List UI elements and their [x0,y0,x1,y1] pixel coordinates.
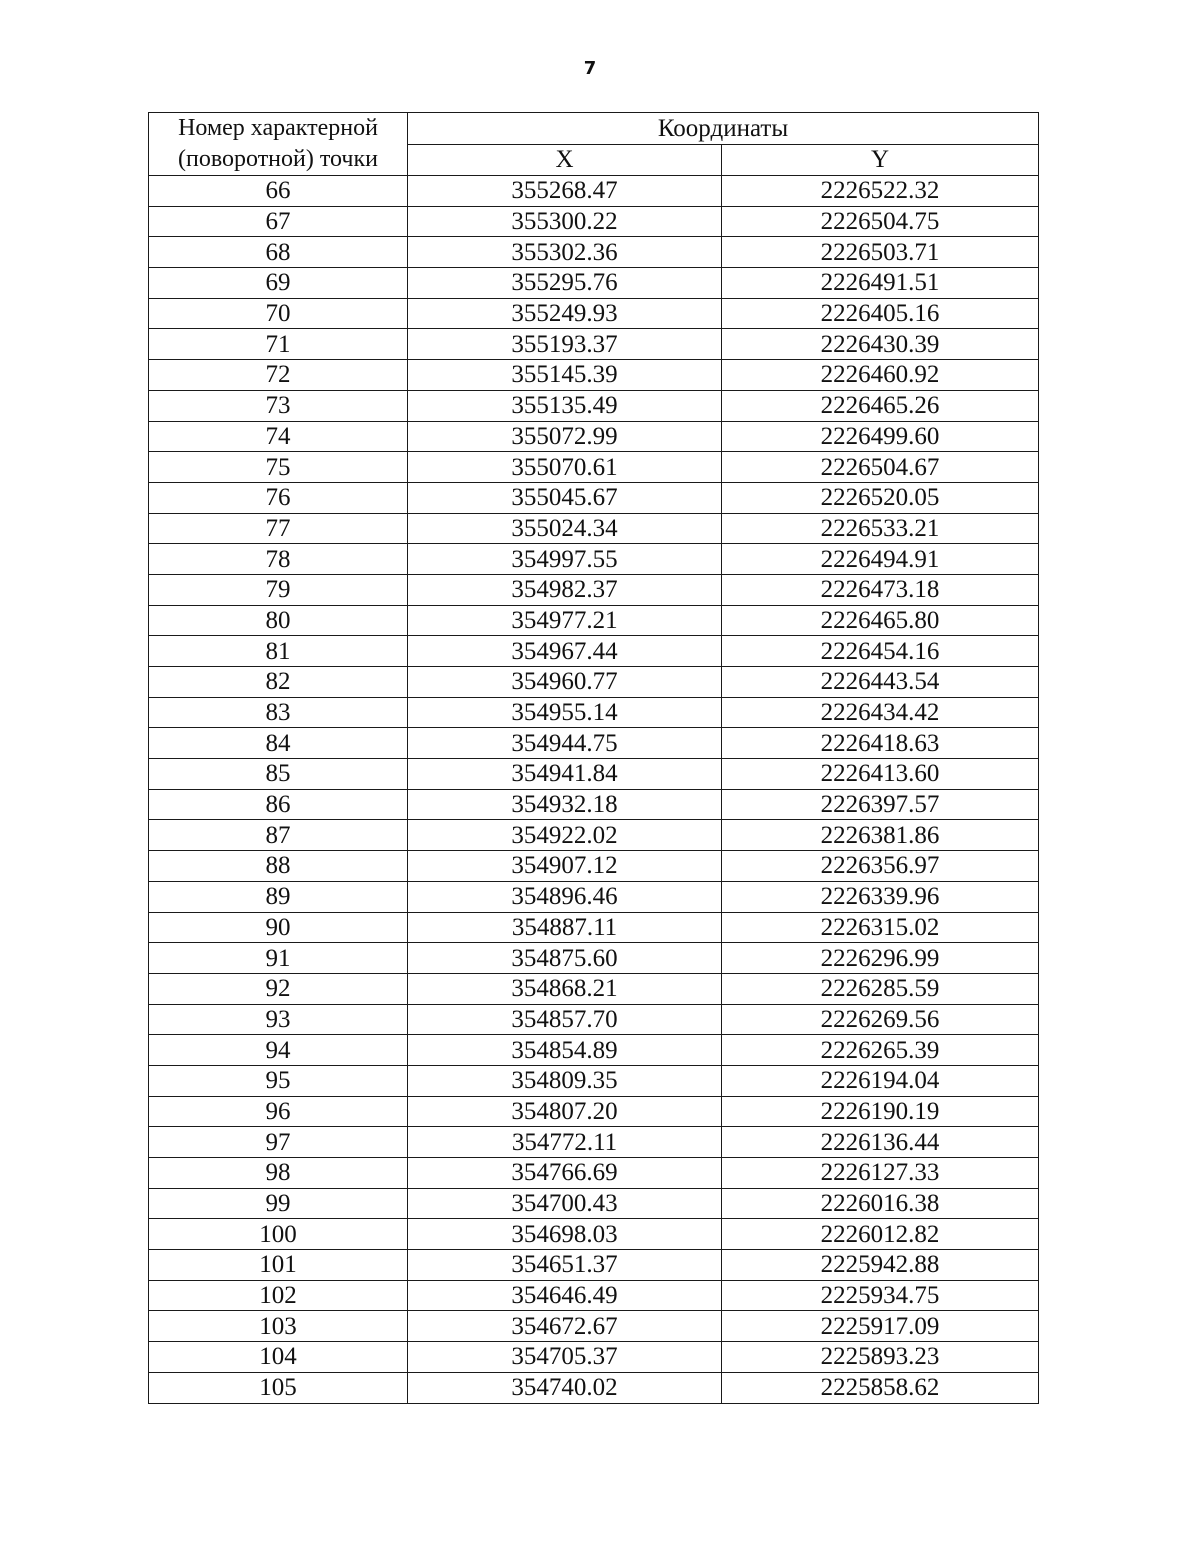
y-coordinate-cell: 2226397.57 [722,789,1039,820]
x-coordinate-cell: 354896.46 [408,881,722,912]
point-number-cell: 105 [149,1372,408,1403]
y-coordinate-cell: 2225917.09 [722,1311,1039,1342]
table-row [149,513,1039,544]
y-coordinate-cell: 2225858.62 [722,1372,1039,1403]
x-coordinate-cell: 355070.61 [408,452,722,483]
x-coordinate-cell: 354772.11 [408,1127,722,1158]
table-row [149,943,1039,974]
point-number-cell: 79 [149,574,408,605]
point-number-cell: 101 [149,1250,408,1281]
y-coordinate-cell: 2226443.54 [722,667,1039,698]
y-coordinate-cell: 2226494.91 [722,544,1039,575]
x-header: X [408,144,722,176]
point-number-cell: 93 [149,1004,408,1035]
y-coordinate-cell: 2226339.96 [722,881,1039,912]
table-row [149,851,1039,882]
point-number-cell: 85 [149,759,408,790]
table-row [149,697,1039,728]
point-number-cell: 80 [149,605,408,636]
y-coordinate-cell: 2226194.04 [722,1065,1039,1096]
point-number-cell: 99 [149,1188,408,1219]
table-body [149,176,1039,1404]
point-number-cell: 86 [149,789,408,820]
table-row [149,1250,1039,1281]
y-coordinate-cell: 2226285.59 [722,973,1039,1004]
point-number-cell: 100 [149,1219,408,1250]
y-coordinate-cell: 2226430.39 [722,329,1039,360]
x-coordinate-cell: 354982.37 [408,574,722,605]
x-coordinate-cell: 354807.20 [408,1096,722,1127]
table-row [149,1004,1039,1035]
table-row [149,881,1039,912]
table-row [149,1280,1039,1311]
coordinates-header: Координаты [408,113,1039,145]
table-row [149,482,1039,513]
y-coordinate-cell: 2226381.86 [722,820,1039,851]
table-row [149,176,1039,207]
y-coordinate-cell: 2225934.75 [722,1280,1039,1311]
point-number-cell: 89 [149,881,408,912]
table-row [149,206,1039,237]
table-row [149,667,1039,698]
y-coordinate-cell: 2226265.39 [722,1035,1039,1066]
y-coordinate-cell: 2226465.26 [722,390,1039,421]
table-row [149,298,1039,329]
page-number: 7 [583,58,597,79]
y-coordinate-cell: 2226418.63 [722,728,1039,759]
point-number-cell: 90 [149,912,408,943]
point-number-cell: 83 [149,697,408,728]
x-coordinate-cell: 355300.22 [408,206,722,237]
x-coordinate-cell: 354766.69 [408,1158,722,1189]
x-coordinate-cell: 354941.84 [408,759,722,790]
x-coordinate-cell: 354960.77 [408,667,722,698]
x-coordinate-cell: 354809.35 [408,1065,722,1096]
point-number-cell: 88 [149,851,408,882]
x-coordinate-cell: 354857.70 [408,1004,722,1035]
table-header [149,113,1039,176]
y-coordinate-cell: 2226296.99 [722,943,1039,974]
y-coordinate-cell: 2226136.44 [722,1127,1039,1158]
y-coordinate-cell: 2226504.75 [722,206,1039,237]
y-coordinate-cell: 2226413.60 [722,759,1039,790]
point-number-cell: 73 [149,390,408,421]
table-row [149,421,1039,452]
point-number-cell: 77 [149,513,408,544]
table-row [149,605,1039,636]
y-coordinate-cell: 2225942.88 [722,1250,1039,1281]
point-number-cell: 72 [149,360,408,391]
x-coordinate-cell: 354932.18 [408,789,722,820]
x-coordinate-cell: 355249.93 [408,298,722,329]
point-number-cell: 69 [149,268,408,299]
point-number-cell: 66 [149,176,408,207]
table-row [149,544,1039,575]
y-coordinate-cell: 2226504.67 [722,452,1039,483]
y-coordinate-cell: 2226190.19 [722,1096,1039,1127]
y-coordinate-cell: 2226465.80 [722,605,1039,636]
table-row [149,574,1039,605]
table-row [149,912,1039,943]
x-coordinate-cell: 354887.11 [408,912,722,943]
y-coordinate-cell: 2226503.71 [722,237,1039,268]
y-coordinate-cell: 2226460.92 [722,360,1039,391]
x-coordinate-cell: 355193.37 [408,329,722,360]
y-coordinate-cell: 2226473.18 [722,574,1039,605]
table-row [149,759,1039,790]
x-coordinate-cell: 355135.49 [408,390,722,421]
x-coordinate-cell: 355024.34 [408,513,722,544]
x-coordinate-cell: 355145.39 [408,360,722,391]
point-number-cell: 70 [149,298,408,329]
table-row [149,329,1039,360]
table-row [149,789,1039,820]
table-row [149,1065,1039,1096]
point-number-cell: 103 [149,1311,408,1342]
point-number-cell: 71 [149,329,408,360]
point-number-cell: 84 [149,728,408,759]
x-coordinate-cell: 354955.14 [408,697,722,728]
y-coordinate-cell: 2226522.32 [722,176,1039,207]
table-row [149,1372,1039,1403]
point-number-cell: 87 [149,820,408,851]
table-row [149,1035,1039,1066]
table-row [149,1311,1039,1342]
point-number-cell: 74 [149,421,408,452]
point-number-cell: 78 [149,544,408,575]
point-number-cell: 97 [149,1127,408,1158]
point-number-cell: 91 [149,943,408,974]
x-coordinate-cell: 354875.60 [408,943,722,974]
x-coordinate-cell: 354705.37 [408,1342,722,1373]
point-number-header: Номер характерной (поворотной) точки [149,113,408,176]
y-header: Y [722,144,1039,176]
table-row [149,390,1039,421]
y-coordinate-cell: 2226520.05 [722,482,1039,513]
y-coordinate-cell: 2226405.16 [722,298,1039,329]
x-coordinate-cell: 355072.99 [408,421,722,452]
x-coordinate-cell: 354944.75 [408,728,722,759]
point-number-cell: 75 [149,452,408,483]
y-coordinate-cell: 2226454.16 [722,636,1039,667]
table-row [149,1188,1039,1219]
x-coordinate-cell: 354868.21 [408,973,722,1004]
table-row [149,1127,1039,1158]
table-row [149,728,1039,759]
y-coordinate-cell: 2226499.60 [722,421,1039,452]
x-coordinate-cell: 354977.21 [408,605,722,636]
table-row [149,1158,1039,1189]
table-row [149,973,1039,1004]
table-row [149,268,1039,299]
x-coordinate-cell: 355268.47 [408,176,722,207]
point-number-cell: 81 [149,636,408,667]
y-coordinate-cell: 2226491.51 [722,268,1039,299]
point-number-cell: 102 [149,1280,408,1311]
table-row [149,1219,1039,1250]
y-coordinate-cell: 2225893.23 [722,1342,1039,1373]
point-number-cell: 67 [149,206,408,237]
y-coordinate-cell: 2226127.33 [722,1158,1039,1189]
x-coordinate-cell: 354922.02 [408,820,722,851]
y-coordinate-cell: 2226016.38 [722,1188,1039,1219]
table-row [149,360,1039,391]
x-coordinate-cell: 354646.49 [408,1280,722,1311]
table-row [149,237,1039,268]
table-row [149,1096,1039,1127]
y-coordinate-cell: 2226269.56 [722,1004,1039,1035]
x-coordinate-cell: 354698.03 [408,1219,722,1250]
y-coordinate-cell: 2226434.42 [722,697,1039,728]
x-coordinate-cell: 355045.67 [408,482,722,513]
x-coordinate-cell: 354651.37 [408,1250,722,1281]
y-coordinate-cell: 2226315.02 [722,912,1039,943]
point-number-cell: 98 [149,1158,408,1189]
point-number-cell: 68 [149,237,408,268]
x-coordinate-cell: 354700.43 [408,1188,722,1219]
point-number-cell: 76 [149,482,408,513]
x-coordinate-cell: 354997.55 [408,544,722,575]
table-row [149,820,1039,851]
point-number-cell: 94 [149,1035,408,1066]
x-coordinate-cell: 354967.44 [408,636,722,667]
point-number-cell: 95 [149,1065,408,1096]
x-coordinate-cell: 354854.89 [408,1035,722,1066]
point-number-cell: 92 [149,973,408,1004]
x-coordinate-cell: 355302.36 [408,237,722,268]
point-number-cell: 82 [149,667,408,698]
y-coordinate-cell: 2226356.97 [722,851,1039,882]
y-coordinate-cell: 2226012.82 [722,1219,1039,1250]
table-row [149,636,1039,667]
table-row [149,452,1039,483]
x-coordinate-cell: 354907.12 [408,851,722,882]
x-coordinate-cell: 355295.76 [408,268,722,299]
point-number-cell: 96 [149,1096,408,1127]
y-coordinate-cell: 2226533.21 [722,513,1039,544]
coordinates-table [148,112,1039,1404]
table-row [149,1342,1039,1373]
point-number-cell: 104 [149,1342,408,1373]
x-coordinate-cell: 354740.02 [408,1372,722,1403]
x-coordinate-cell: 354672.67 [408,1311,722,1342]
